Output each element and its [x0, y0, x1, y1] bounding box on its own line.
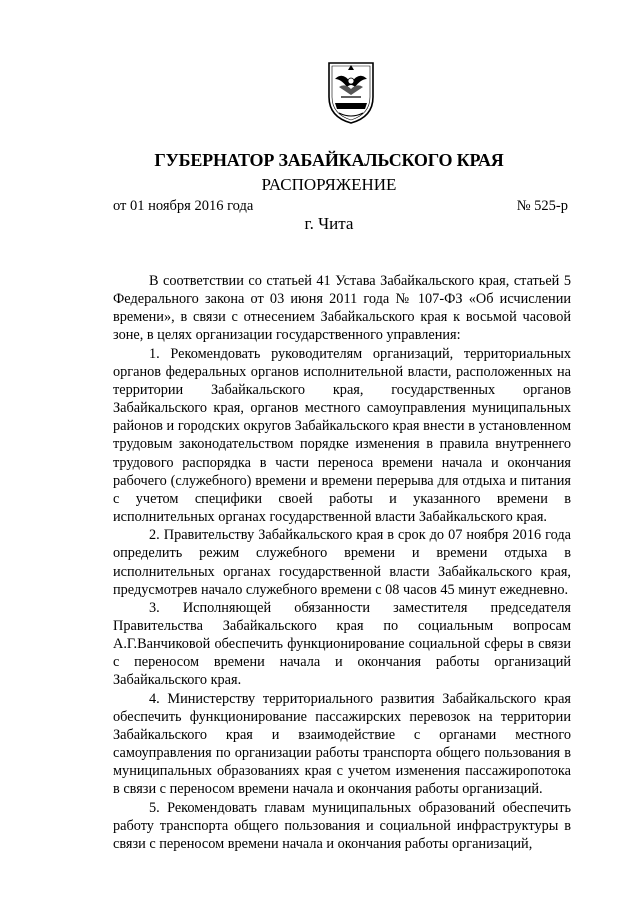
document-number: № 525-р — [516, 198, 568, 214]
document-date: от 01 ноября 2016 года — [113, 198, 254, 214]
paragraph-item-2: 2. Правительству Забайкальского края в срок до 07 ноября 2016 года определить режим служебного времени и времени отдыха в исполнительных органах государственной власти Забайкальского края, предусмотрев начало служебного времени с 08 часов 45 минут ежедневно. — [113, 527, 571, 598]
paragraph-item-4: 4. Министерству территориального развития Забайкальского края обеспечить функционирование пассажирских перевозок на территории Забайкальского края и взаимодействие с органами местного самоуправления по организации работы транспорта общего пользования в муниципальных образованиях края с учетом изменения пассажиропотока в связи с переносом времени начала и окончания работы организаций. — [113, 690, 571, 798]
document-body — [113, 272, 571, 853]
paragraph-item-5: 5. Рекомендовать главам муниципальных образований обеспечить работу транспорта общего пользования и социальной инфраструктуры в связи с переносом времени начала и окончания работы организаций, — [113, 799, 571, 852]
document-city: г. Чита — [304, 214, 354, 233]
paragraph-preamble: В соответствии со статьей 41 Устава Забайкальского края, статьей 5 Федерального закона от 03 июня 2011 года № 107-ФЗ «Об исчислении времени», в связи с отнесением Забайкальского края к восьмой часовой зоне, в целях организации государственного управления: — [113, 273, 571, 344]
paragraph-item-1: 1. Рекомендовать руководителям организаций, территориальных органов федеральных органов исполнительной власти, расположенных на территории Забайкальского края, государственных органов Забайкальского края, органов местного самоуправления муниципальных районов и городских округов Забайкальского края внести в установленном трудовым законодательством порядке изменения в правила внутреннего трудового распорядка в части переноса времени начала и окончания рабочего (служебного) времени и времени перерыва для отдыха и питания с учетом специфики своей работы и указанного времени в исполнительных органах государственной власти Забайкальского края. — [113, 345, 571, 526]
document-title: ГУБЕРНАТОР ЗАБАЙКАЛЬСКОГО КРАЯ — [154, 150, 504, 170]
document-type: РАСПОРЯЖЕНИЕ — [261, 175, 397, 194]
coat-of-arms-emblem — [325, 57, 377, 125]
paragraph-item-3: 3. Исполняющей обязанности заместителя председателя Правительства Забайкальского края по социальным вопросам А.Г.Ванчиковой обеспечить функционирование социальной сферы в связи с переносом времени начала и окончания работы организаций Забайкальского края. — [113, 599, 571, 689]
